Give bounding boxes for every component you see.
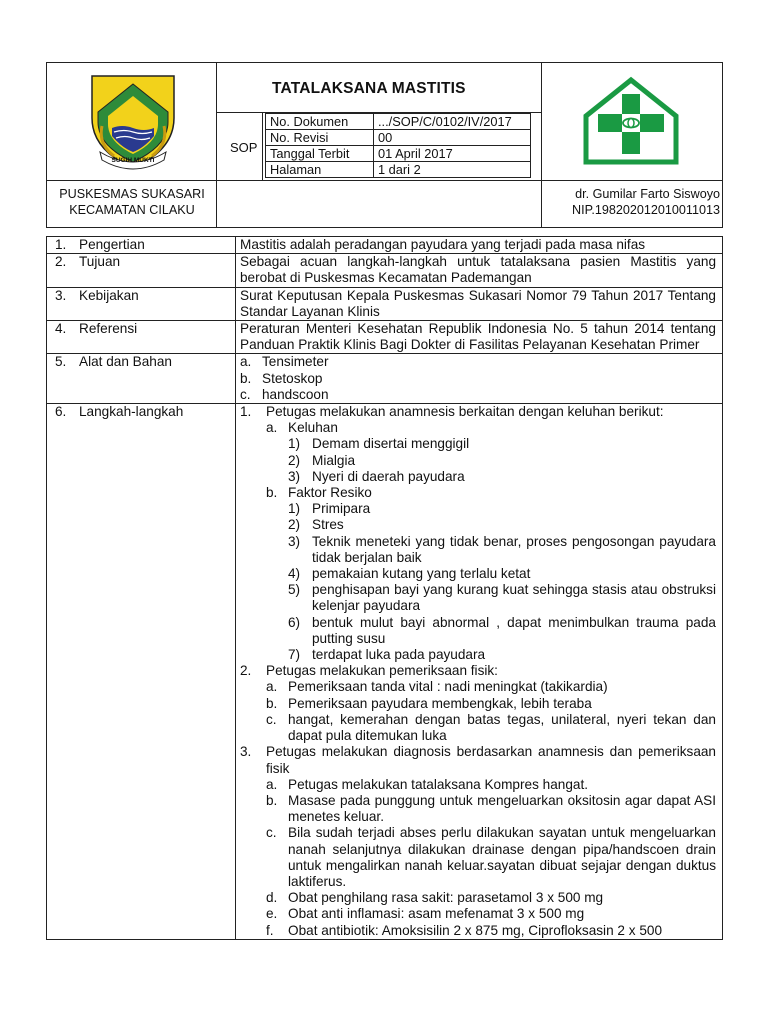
sub-sub-marker: 1) xyxy=(288,436,301,452)
sub-sub-item xyxy=(240,582,716,614)
section-title: Langkah-langkah xyxy=(79,404,184,420)
list-text: Tensimeter xyxy=(262,354,329,370)
list-item xyxy=(240,371,716,387)
sub-sub-text: Stres xyxy=(312,517,344,533)
step-text: Petugas melakukan pemeriksaan fisik: xyxy=(266,663,498,679)
signatory-nip: NIP.198202012010011013 xyxy=(571,203,720,217)
sub-text: Pemeriksaan tanda vital : nadi meningkat (takikardia) xyxy=(288,679,608,695)
meta-key: Halaman xyxy=(266,162,374,178)
sub-item xyxy=(240,485,716,501)
sub-sub-item xyxy=(240,647,716,663)
signatory xyxy=(542,186,720,218)
section-label xyxy=(47,321,236,354)
section-label xyxy=(47,237,236,254)
sub-item xyxy=(240,777,716,793)
sop-label: SOP xyxy=(230,140,258,155)
section-label xyxy=(47,287,236,320)
section-content: Surat Keputusan Kepala Puskesmas Sukasari Nomor 79 Tahun 2017 Tentang Standar Layanan Klinis xyxy=(236,287,723,320)
sub-sub-marker: 2) xyxy=(288,452,301,468)
sub-marker: c. xyxy=(266,711,277,727)
step-marker: 2. xyxy=(240,663,252,679)
section-title: Referensi xyxy=(79,321,138,337)
section-row xyxy=(47,354,723,404)
sub-sub-marker: 3) xyxy=(288,468,301,484)
list-text: Stetoskop xyxy=(262,370,323,386)
section-number: 6. xyxy=(55,404,67,420)
section-title: Tujuan xyxy=(79,254,121,270)
sub-sub-marker: 2) xyxy=(288,517,301,533)
meta-value: .../SOP/C/0102/IV/2017 xyxy=(374,114,531,130)
sub-sub-text: bentuk mulut bayi abnormal , dapat menimbulkan trauma pada putting susu xyxy=(312,614,716,646)
section-row xyxy=(47,404,723,940)
sub-item xyxy=(240,793,716,825)
section-title: Kebijakan xyxy=(79,287,139,303)
sub-sub-marker: 1) xyxy=(288,501,301,517)
sub-sub-text: Mialgia xyxy=(312,452,356,468)
sub-text: Obat penghilang rasa sakit: parasetamol 3 x 500 mg xyxy=(288,890,604,906)
meta-value: 01 April 2017 xyxy=(374,146,531,162)
section-number: 3. xyxy=(55,287,67,303)
meta-value: 00 xyxy=(374,130,531,146)
sub-item xyxy=(240,825,716,890)
regency-crest-icon xyxy=(84,72,182,172)
step-marker: 1. xyxy=(240,404,252,420)
sub-sub-text: penghisapan bayi yang kurang kuat sehingga stasis atau obstruksi kelenjar payudara xyxy=(312,582,716,614)
list-text: handscoon xyxy=(262,386,329,402)
meta-key: No. Dokumen xyxy=(266,114,374,130)
sub-sub-item xyxy=(240,615,716,647)
document-title: TATALAKSANA MASTITIS xyxy=(272,80,466,97)
sub-sub-text: terdapat luka pada payudara xyxy=(312,647,486,663)
header-divider-left xyxy=(216,62,217,228)
sub-marker: c. xyxy=(266,825,277,841)
section-content: Sebagai acuan langkah-langkah untuk tatalaksana pasien Mastitis yang berobat di Puskesmas Kecamatan Pademangan xyxy=(236,254,723,287)
list-item xyxy=(240,354,716,370)
section-number: 2. xyxy=(55,254,67,270)
sub-marker: f. xyxy=(266,922,274,938)
sub-item xyxy=(240,679,716,695)
sub-sub-marker: 3) xyxy=(288,533,301,549)
sub-item xyxy=(240,923,716,939)
sop-divider xyxy=(262,112,263,180)
sub-sub-marker: 6) xyxy=(288,614,301,630)
sub-sub-item xyxy=(240,566,716,582)
step-text: Petugas melakukan diagnosis berdasarkan anamnesis dan pemeriksaan fisik xyxy=(266,744,716,776)
sub-text: Bila sudah terjadi abses perlu dilakukan sayatan untuk mengeluarkan nanah selanjutnya dilakukan drainase dengan pipa/handscoen drain untuk mengalirkan nanah keluar.sayatan dibuat sejajar dengan duktus laktiferus. xyxy=(288,825,716,889)
sub-sub-text: Primipara xyxy=(312,501,371,517)
sub-sub-text: Demam disertai menggigil xyxy=(312,436,470,452)
signatory-name: dr. Gumilar Farto Siswoyo xyxy=(575,187,720,201)
sub-marker: d. xyxy=(266,890,278,906)
org-line: PUSKESMAS SUKASARI xyxy=(59,187,205,201)
meta-row xyxy=(266,130,531,146)
organization-name xyxy=(48,186,216,218)
sub-text: Masase pada punggung untuk mengeluarkan oksitosin agar dapat ASI menetes keluar. xyxy=(288,792,716,825)
section-label xyxy=(47,254,236,287)
procedure-table xyxy=(46,236,723,940)
sub-marker: a. xyxy=(266,679,278,695)
section-row xyxy=(47,321,723,354)
sub-text: Petugas melakukan tatalaksana Kompres hangat. xyxy=(288,776,589,792)
sub-marker: b. xyxy=(266,485,278,501)
section-number: 4. xyxy=(55,321,67,337)
section-title: Pengertian xyxy=(79,237,145,252)
step-text: Petugas melakukan anamnesis berkaitan dengan keluhan berikut: xyxy=(266,404,664,420)
meta-row xyxy=(266,162,531,178)
sub-text: Faktor Resiko xyxy=(288,485,372,501)
sub-text: hangat, kemerahan dengan batas tegas, unilateral, nyeri tekan dan dapat pula ditemukan luka xyxy=(288,711,716,744)
section-content: Mastitis adalah peradangan payudara yang terjadi pada masa nifas xyxy=(236,237,723,254)
step-item xyxy=(240,663,716,679)
section-content: Peraturan Menteri Kesehatan Republik Indonesia No. 5 tahun 2014 tentang Panduan Praktik Klinis Bagi Dokter di Fasilitas Pelayanan Kesehatan Primer xyxy=(236,321,723,354)
section-label xyxy=(47,354,236,404)
sub-sub-item xyxy=(240,517,716,533)
sub-sub-item xyxy=(240,436,716,452)
section-number: 1. xyxy=(55,237,67,252)
section-row xyxy=(47,287,723,320)
list-marker: b. xyxy=(240,370,252,386)
sub-sub-marker: 4) xyxy=(288,566,301,582)
step-item xyxy=(240,744,716,776)
org-line: KECAMATAN CILAKU xyxy=(69,203,195,217)
svg-text:SUGIH MUKTI: SUGIH MUKTI xyxy=(111,157,155,164)
sub-sub-item xyxy=(240,453,716,469)
section-row xyxy=(47,254,723,287)
section-label xyxy=(47,404,236,940)
sub-text: Obat antibiotik: Amoksisilin 2 x 875 mg, Ciprofloksasin 2 x 500 xyxy=(288,922,663,938)
list-item xyxy=(240,387,716,403)
section-row xyxy=(47,237,723,254)
sub-sub-marker: 7) xyxy=(288,647,301,663)
puskesmas-cross-logo-icon xyxy=(582,76,680,166)
sub-marker: b. xyxy=(266,792,278,808)
section-content xyxy=(236,354,723,404)
section-title: Alat dan Bahan xyxy=(79,354,172,370)
document-meta-table xyxy=(265,113,531,178)
sub-item xyxy=(240,696,716,712)
sub-sub-item xyxy=(240,501,716,517)
sub-text: Pemeriksaan payudara membengkak, lebih teraba xyxy=(288,695,592,711)
meta-key: Tanggal Terbit xyxy=(266,146,374,162)
sub-sub-item xyxy=(240,469,716,485)
sub-marker: a. xyxy=(266,776,278,792)
sub-marker: b. xyxy=(266,695,278,711)
section-content xyxy=(236,404,723,940)
step-item xyxy=(240,404,716,420)
sub-marker: e. xyxy=(266,906,278,922)
step-marker: 3. xyxy=(240,744,252,760)
section-number: 5. xyxy=(55,354,67,370)
sub-sub-marker: 5) xyxy=(288,582,301,598)
sub-marker: a. xyxy=(266,420,278,436)
list-marker: a. xyxy=(240,354,252,370)
header-divider-horizontal xyxy=(46,180,723,181)
sub-sub-text: Nyeri di daerah payudara xyxy=(312,468,465,484)
meta-row xyxy=(266,114,531,130)
sub-item xyxy=(240,420,716,436)
sub-text: Obat anti inflamasi: asam mefenamat 3 x 500 mg xyxy=(288,906,585,922)
sub-item xyxy=(240,906,716,922)
meta-row xyxy=(266,146,531,162)
sub-sub-text: Teknik meneteki yang tidak benar, proses pengosongan payudara tidak berjalan baik xyxy=(312,533,716,565)
sub-sub-item xyxy=(240,534,716,566)
meta-value: 1 dari 2 xyxy=(374,162,531,178)
sub-item xyxy=(240,890,716,906)
meta-key: No. Revisi xyxy=(266,130,374,146)
list-marker: c. xyxy=(240,386,251,402)
sub-sub-text: pemakaian kutang yang terlalu ketat xyxy=(312,566,531,582)
sub-item xyxy=(240,712,716,744)
sub-text: Keluhan xyxy=(288,420,338,436)
